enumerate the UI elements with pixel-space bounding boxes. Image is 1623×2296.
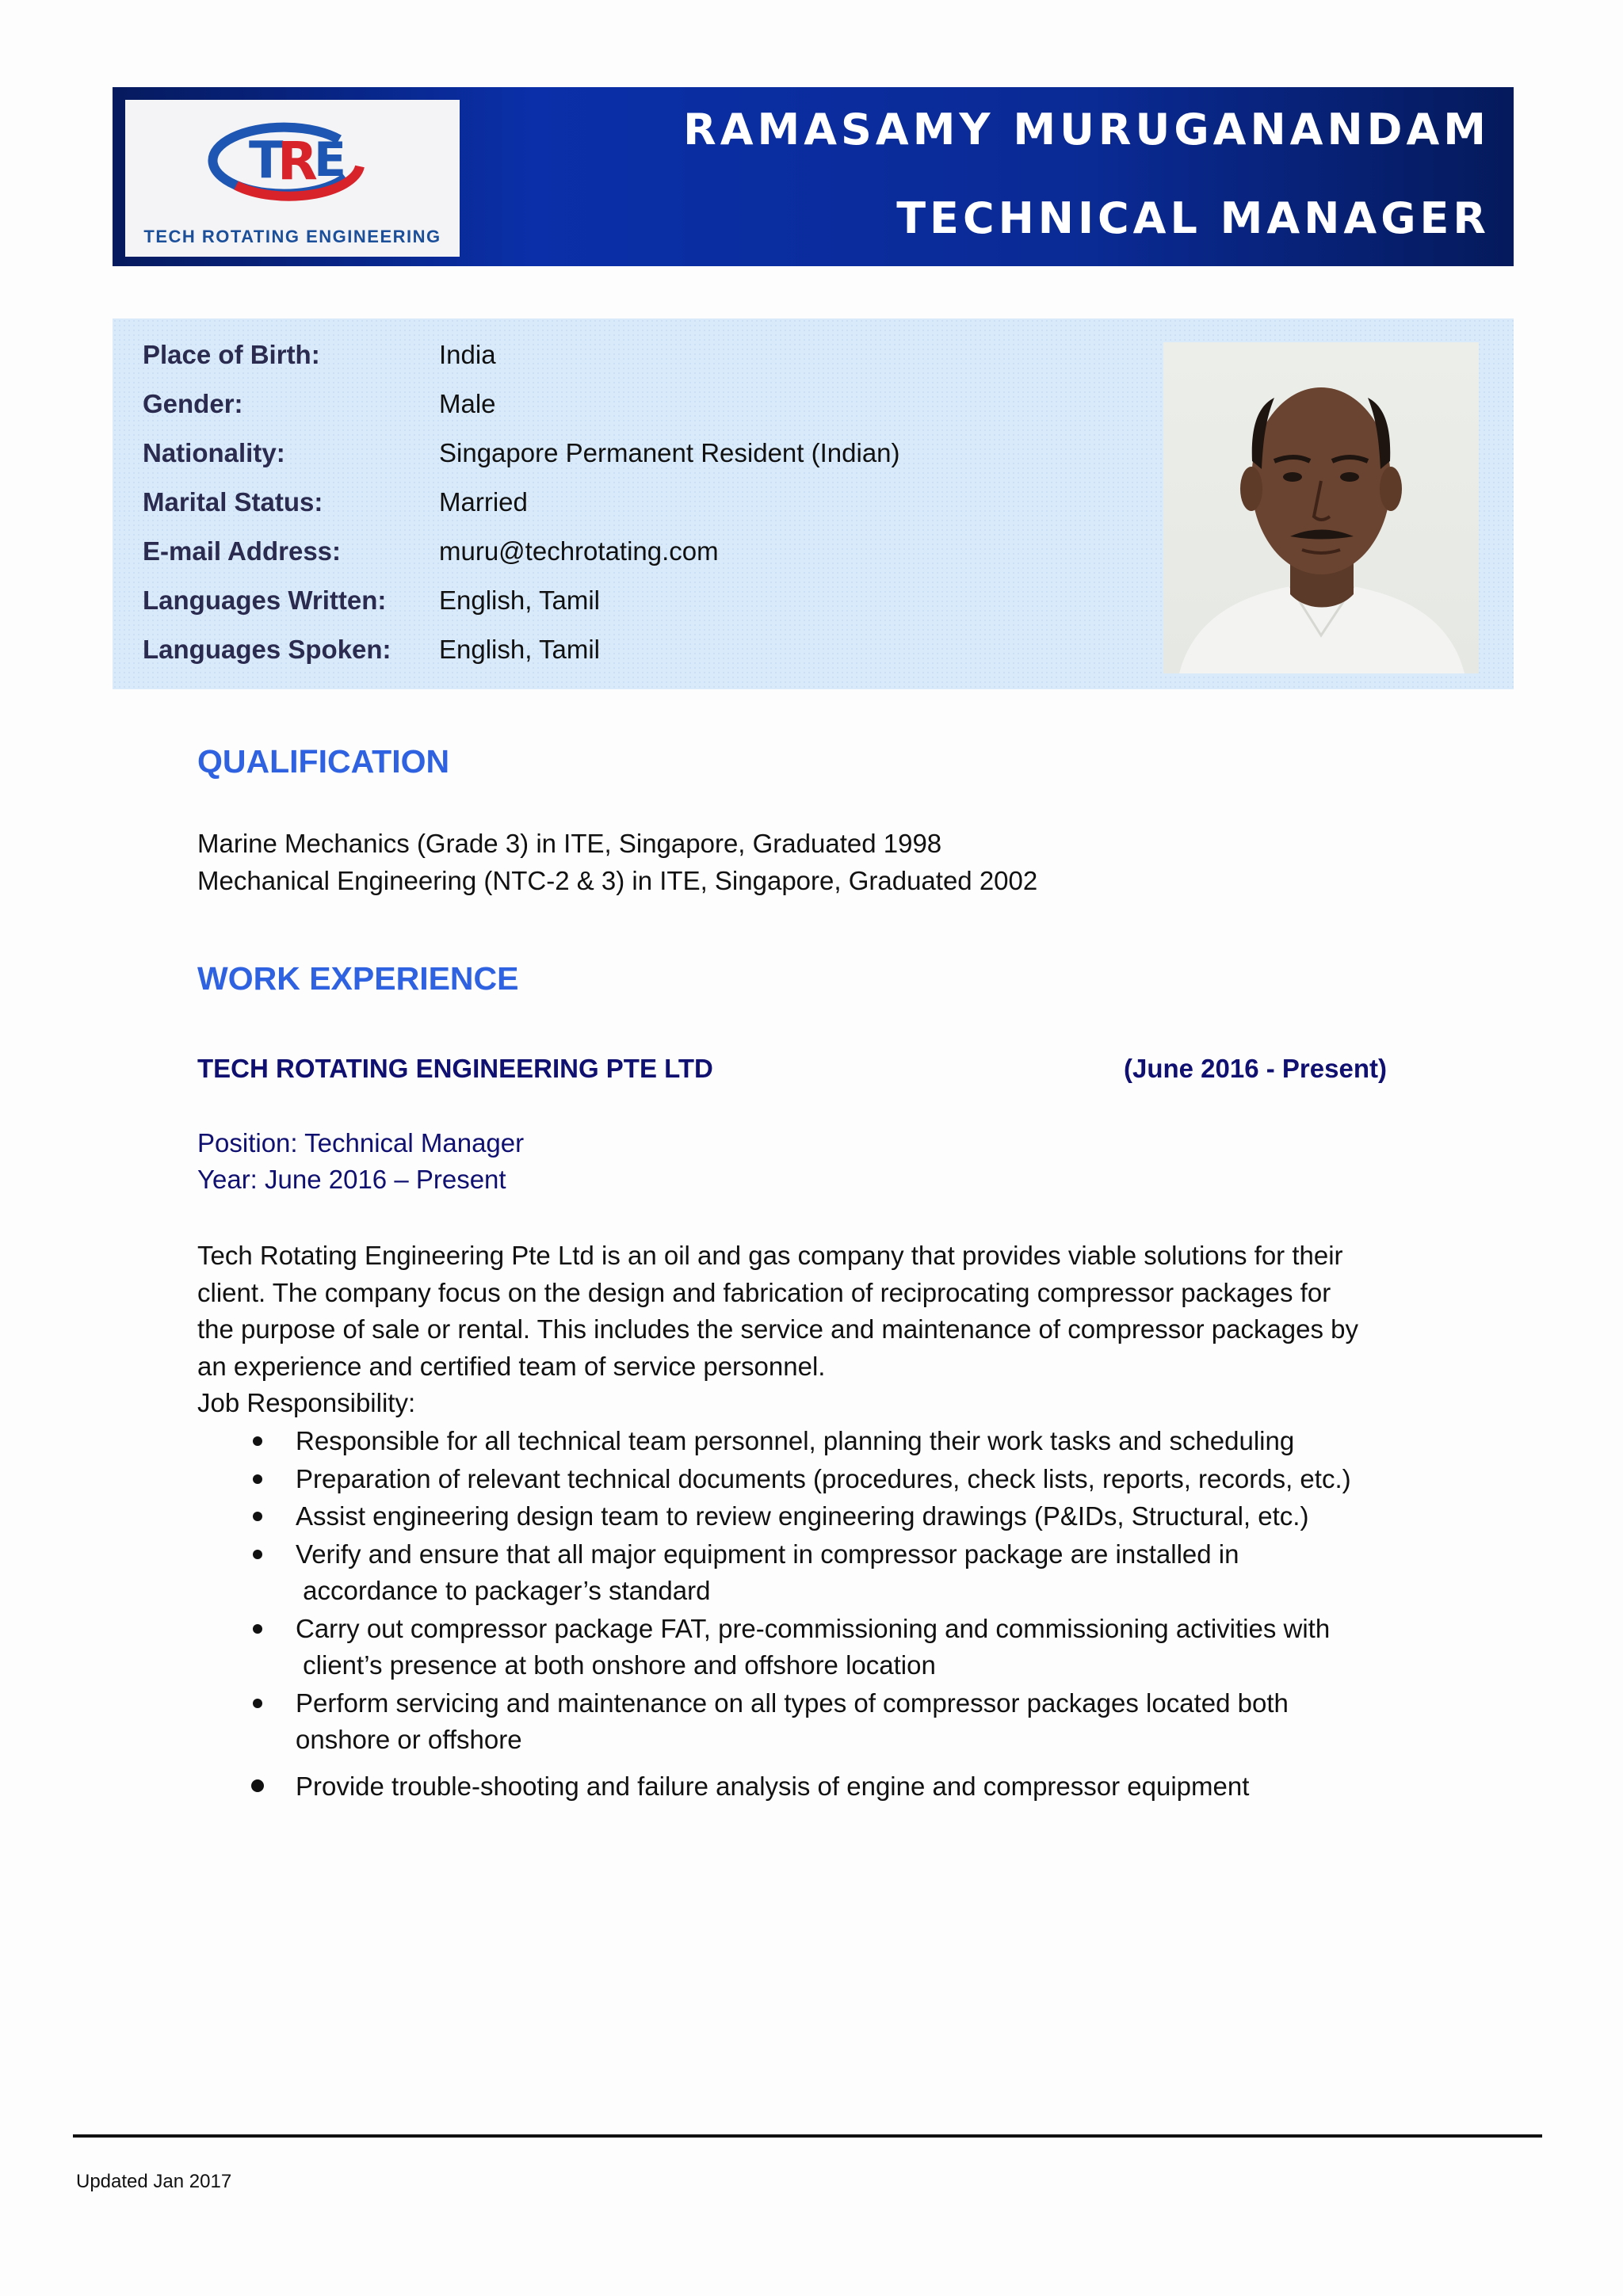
qualification-heading: QUALIFICATION (197, 743, 450, 780)
responsibility-item (197, 1461, 1434, 1498)
description-line: the purpose of sale or rental. This includes the service and maintenance of compressor packages by (197, 1314, 1359, 1344)
employment-period: (June 2016 - Present) (1124, 1054, 1387, 1083)
responsibility-line: Preparation of relevant technical documents (procedures, check lists, reports, records, etc.) (296, 1463, 1351, 1493)
email-value[interactable]: muru@techrotating.com (439, 536, 719, 566)
header-banner (113, 87, 1514, 266)
responsibility-item (197, 1536, 1434, 1610)
year-line: Year: June 2016 – Present (197, 1165, 506, 1194)
responsibility-line: Provide trouble-shooting and failure analysis of engine and compressor equipment (296, 1771, 1250, 1801)
description-line: client. The company focus on the design and fabrication of reciprocating compressor packages for (197, 1277, 1331, 1307)
info-label: Place of Birth: (143, 340, 320, 369)
responsibility-line: accordance to packager’s standard (296, 1576, 711, 1605)
description-line: Tech Rotating Engineering Pte Ltd is an oil and gas company that provides viable solutions for their (197, 1241, 1343, 1270)
work-experience-heading: WORK EXPERIENCE (197, 960, 519, 997)
info-value: Married (439, 487, 528, 517)
responsibility-list (197, 1423, 1434, 1806)
responsibility-item (197, 1423, 1434, 1460)
info-label: E-mail Address: (143, 536, 342, 566)
responsibility-line: onshore or offshore (296, 1725, 522, 1754)
info-value: English, Tamil (439, 635, 600, 664)
qualification-item: Mechanical Engineering (NTC-2 & 3) in ITE, Singapore, Graduated 2002 (197, 865, 1038, 895)
person-photo-icon (1163, 342, 1479, 673)
bullet-icon (251, 1779, 264, 1792)
position-line: Position: Technical Manager (197, 1128, 525, 1158)
profile-photo (1163, 342, 1479, 673)
responsibility-item (197, 1611, 1434, 1684)
svg-text:E: E (314, 132, 346, 188)
tre-logo-icon (204, 116, 379, 203)
bullet-icon (253, 1474, 262, 1484)
qualification-item: Marine Mechanics (Grade 3) in ITE, Singapore, Graduated 1998 (197, 829, 942, 858)
personal-info-panel (113, 318, 1514, 689)
qualification-list (197, 826, 1037, 899)
svg-text:T: T (249, 132, 284, 190)
bullet-icon (253, 1699, 262, 1708)
responsibility-item (197, 1498, 1434, 1535)
candidate-title: TECHNICAL MANAGER (896, 193, 1490, 243)
description-line: an experience and certified team of service personnel. (197, 1351, 826, 1381)
svg-text:R: R (277, 131, 318, 192)
responsibility-line: Responsible for all technical team personnel, planning their work tasks and scheduling (296, 1426, 1295, 1455)
bullet-icon (253, 1624, 262, 1634)
footer-divider (73, 2134, 1542, 2138)
job-responsibility-label: Job Responsibility: (197, 1388, 416, 1417)
company-name: TECH ROTATING ENGINEERING PTE LTD (197, 1054, 713, 1083)
info-label: Gender: (143, 389, 243, 418)
responsibility-line: client’s presence at both onshore and offshore location (296, 1650, 936, 1680)
company-description (197, 1238, 1358, 1422)
info-value: English, Tamil (439, 585, 600, 615)
info-label: Languages Written: (143, 585, 387, 615)
info-value: India (439, 340, 496, 369)
responsibility-line: Perform servicing and maintenance on all types of compressor packages located both (296, 1688, 1289, 1718)
info-value: Singapore Permanent Resident (Indian) (439, 438, 900, 467)
info-label: Nationality: (143, 438, 285, 467)
info-label: Marital Status: (143, 487, 323, 517)
candidate-name: RAMASAMY MURUGANANDAM (683, 105, 1490, 154)
bullet-icon (253, 1512, 262, 1521)
responsibility-line: Carry out compressor package FAT, pre-commissioning and commissioning activities with (296, 1613, 1331, 1643)
bullet-icon (253, 1436, 262, 1446)
company-logo (125, 100, 460, 257)
logo-text: TECH ROTATING ENGINEERING (143, 227, 441, 246)
info-label: Languages Spoken: (143, 635, 391, 664)
bullet-icon (253, 1550, 262, 1559)
responsibility-item (197, 1768, 1434, 1806)
responsibility-item (197, 1685, 1434, 1759)
responsibility-line: Assist engineering design team to review engineering drawings (P&IDs, Structural, etc.) (296, 1501, 1309, 1531)
updated-date: Updated Jan 2017 (76, 2171, 232, 2192)
info-value: Male (439, 389, 496, 418)
responsibility-line: Verify and ensure that all major equipment in compressor package are installed in (296, 1539, 1239, 1569)
